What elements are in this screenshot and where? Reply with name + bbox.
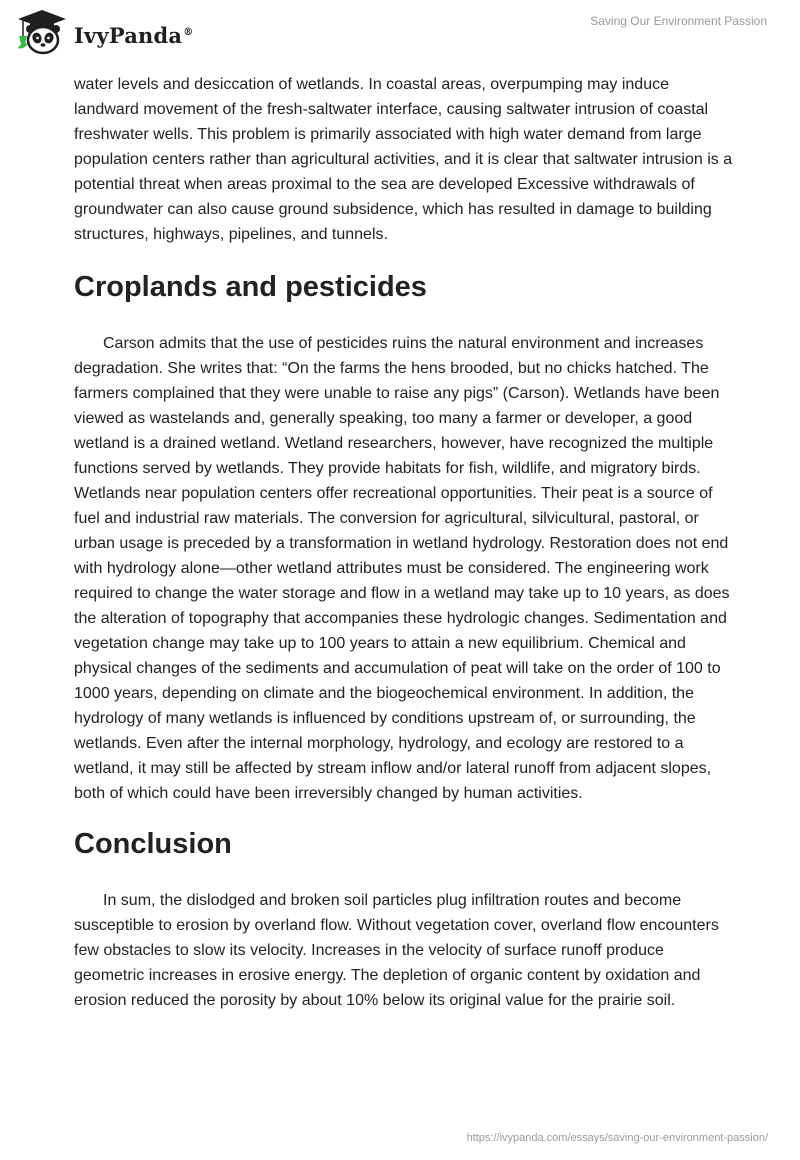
croplands-paragraph: Carson admits that the use of pesticides ruins the natural environment and increases degradation. She writes that: “On the farms the hens brooded, but no chicks hatched. The farmers complained that they were unable to raise any pigs” (Carson). Wetlands have been viewed as wastelands and, generally speaking, too many a farmer or developer, a good wetland is a drained wetland. Wetland researchers, however, have recognized the multiple functions served by wetlands. They provide habitats for fish, wildlife, and migratory birds. Wetlands near population centers offer recreational opportunities. Their peat is a source of fuel and industrial raw materials. The conversion for agricultural, silvicultural, pastoral, or urban usage is preceded by a transformation in wetland hydrology. Restoration does not end with hydrology alone—other wetland attributes must be considered. The engineering work required to change the water storage and flow in a wetland may take up to 10 years, as does the alteration of topography that accompanies these hydrologic changes. Sedimentation and vegetation change may take up to 100 years to attain a new equilibrium. Chemical and physical changes of the sediments and accumulation of peat will take on the order of 100 to 1000 years, depending on climate and the biogeochemical environment. In addition, the hydrology of many wetlands is influenced by conditions upstream of, or surrounding, the wetlands. Even after the internal morphology, hydrology, and ecology are restored to a wetland, it may still be affected by stream inflow and/or lateral runoff from adjacent slopes, both of which could have been irreversibly changed by human activities. — [74, 335, 730, 802]
section-heading-conclusion: Conclusion — [74, 828, 232, 860]
brand-name: IvyPanda® — [74, 22, 194, 48]
document-title: Saving Our Environment Passion — [590, 14, 767, 28]
ivypanda-logo[interactable] — [14, 8, 193, 58]
source-url[interactable]: https://ivypanda.com/essays/saving-our-environment-passion/ — [466, 1132, 768, 1144]
intro-paragraph: water levels and desiccation of wetlands. In coastal areas, overpumping may induce landward movement of the fresh-saltwater interface, causing saltwater intrusion of coastal freshwater wells. This problem is primarily associated with high water demand from large population centers rather than agricultural activities, and it is clear that saltwater intrusion is a potential threat when areas proximal to the sea are developed Excessive withdrawals of groundwater can also cause ground subsidence, which has resulted in damage to building structures, highways, pipelines, and tunnels. — [74, 76, 733, 243]
essay-content — [74, 72, 734, 1013]
section-heading-croplands: Croplands and pesticides — [74, 271, 427, 303]
panda-graduate-icon — [14, 8, 70, 58]
conclusion-paragraph: In sum, the dislodged and broken soil particles plug infiltration routes and become susceptible to erosion by overland flow. Without vegetation cover, overland flow encounters few obstacles to slow its velocity. Increases in the velocity of surface runoff produce geometric increases in erosive energy. The depletion of organic content by oxidation and erosion reduced the porosity by about 10% below its original value for the prairie soil. — [74, 892, 719, 1009]
page-header — [0, 0, 800, 70]
